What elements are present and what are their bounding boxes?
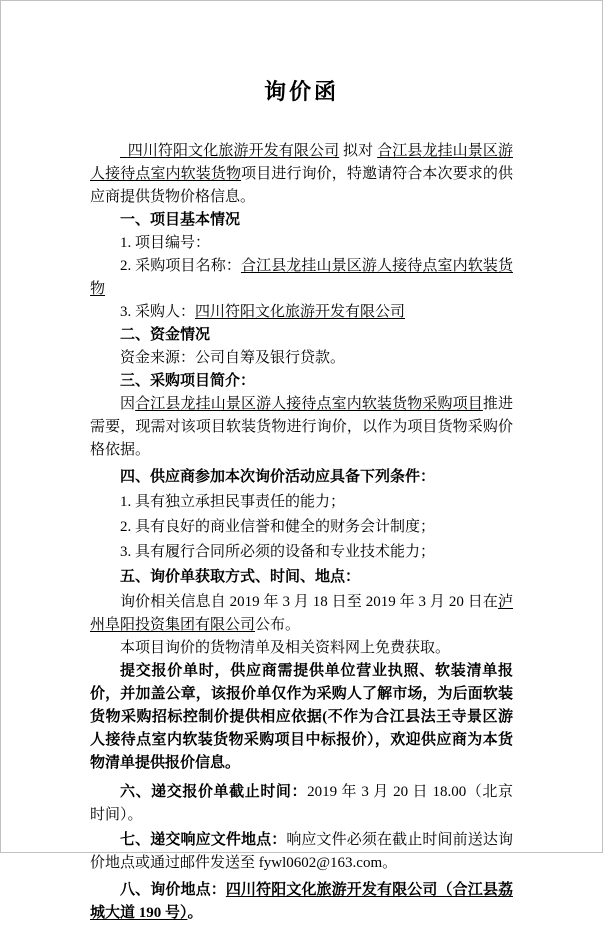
free-obtain-text: 本项目询价的货物清单及相关资料网上免费获取。: [120, 640, 451, 656]
delivery-location-value: 响应文件必须在截止时间前送达询价地点或通过邮件发送至 fywl0602@163.com。: [90, 832, 513, 871]
delivery-location-line: [90, 829, 513, 875]
project-name-underlined: 合江县龙挂山景区游人接待点室内软装货物: [90, 143, 513, 182]
buyer-name-leading-blank: [120, 143, 128, 159]
inquiry-location-value: 四川符阳文化旅游开发有限公司（合江县荔城大道 190 号）: [90, 882, 513, 921]
buyer-company-name: 四川符阳文化旅游开发有限公司: [127, 143, 340, 159]
deadline-line: [90, 781, 513, 827]
document-title: 询价函: [263, 79, 339, 104]
inquiry-location-line: [90, 879, 513, 925]
intro-tail-text: 项目进行询价，特邀请符合本次要求的供应商提供货物价格信息。: [90, 166, 513, 205]
deadline-label: 六、递交报价单截止时间：: [120, 784, 308, 800]
project-number-item: 1. 项目编号：: [120, 235, 211, 251]
project-brief-paragraph: [90, 393, 513, 462]
document-page: [1, 1, 602, 921]
inquiry-info-paragraph: [90, 591, 513, 637]
quotation-notice-paragraph: 提交报价单时，供应商需提供单位营业执照、软装清单报价，并加盖公章，该报价单仅作为采购人了解市场，为后面软装货物采购招标控制价提供相应依据(不作为合江县法王寺景区游人接待点室内软装货物采购项目中标报价），欢迎供应商为本货物清单提供报价信息。: [90, 663, 513, 771]
supplier-condition-2: 2. 具有良好的商业信誉和健全的财务会计制度；: [120, 519, 436, 535]
deadline-value: 2019 年 3 月 20 日 18.00（北京时间）。: [90, 784, 513, 823]
purchaser-value: 四川符阳文化旅游开发有限公司: [195, 304, 406, 320]
project-name-item: [90, 255, 513, 301]
project-name-value: 合江县龙挂山景区游人接待点室内软装货物: [90, 258, 513, 297]
section-5-heading: 五、询价单获取方式、时间、地点：: [120, 569, 361, 585]
delivery-location-label: 七、递交响应文件地点：: [120, 832, 287, 848]
purchaser-item: [90, 301, 513, 324]
section-1-heading: 一、项目基本情况: [120, 212, 241, 228]
intro-paragraph: [90, 140, 513, 209]
inquiry-location-tail: 。: [187, 905, 203, 921]
funding-source-text: 资金来源：公司自筹及银行贷款。: [120, 350, 346, 366]
inquiry-location-label: 八、询价地点：: [120, 882, 226, 898]
section-3-heading: 三、采购项目简介：: [120, 373, 256, 389]
project-brief-tail: 推进需要，现需对该项目软装货物进行询价，以作为项目货物采购价格依据。: [90, 396, 513, 458]
publisher-company-underlined: 泸州阜阳投资集团有限公司: [90, 594, 513, 633]
inquiry-info-lead: 询价相关信息自 2019 年 3 月 18 日至 2019 年 3 月 20 日在: [120, 594, 498, 610]
section-2-heading: 二、资金情况: [120, 327, 211, 343]
supplier-condition-3: 3. 具有履行合同所必须的设备和专业技术能力；: [120, 544, 436, 560]
section-4-heading: 四、供应商参加本次询价活动应具备下列条件：: [120, 469, 436, 485]
intro-mid-text: 拟对: [339, 143, 378, 159]
project-brief-lead: 因: [120, 396, 136, 412]
purchaser-label: 3. 采购人：: [120, 304, 196, 320]
project-name-label: 2. 采购项目名称：: [120, 258, 241, 274]
supplier-condition-1: 1. 具有独立承担民事责任的能力；: [120, 494, 346, 510]
project-brief-underlined: 合江县龙挂山景区游人接待点室内软装货物采购项目: [135, 396, 483, 412]
inquiry-info-tail: 公布。: [255, 617, 301, 633]
